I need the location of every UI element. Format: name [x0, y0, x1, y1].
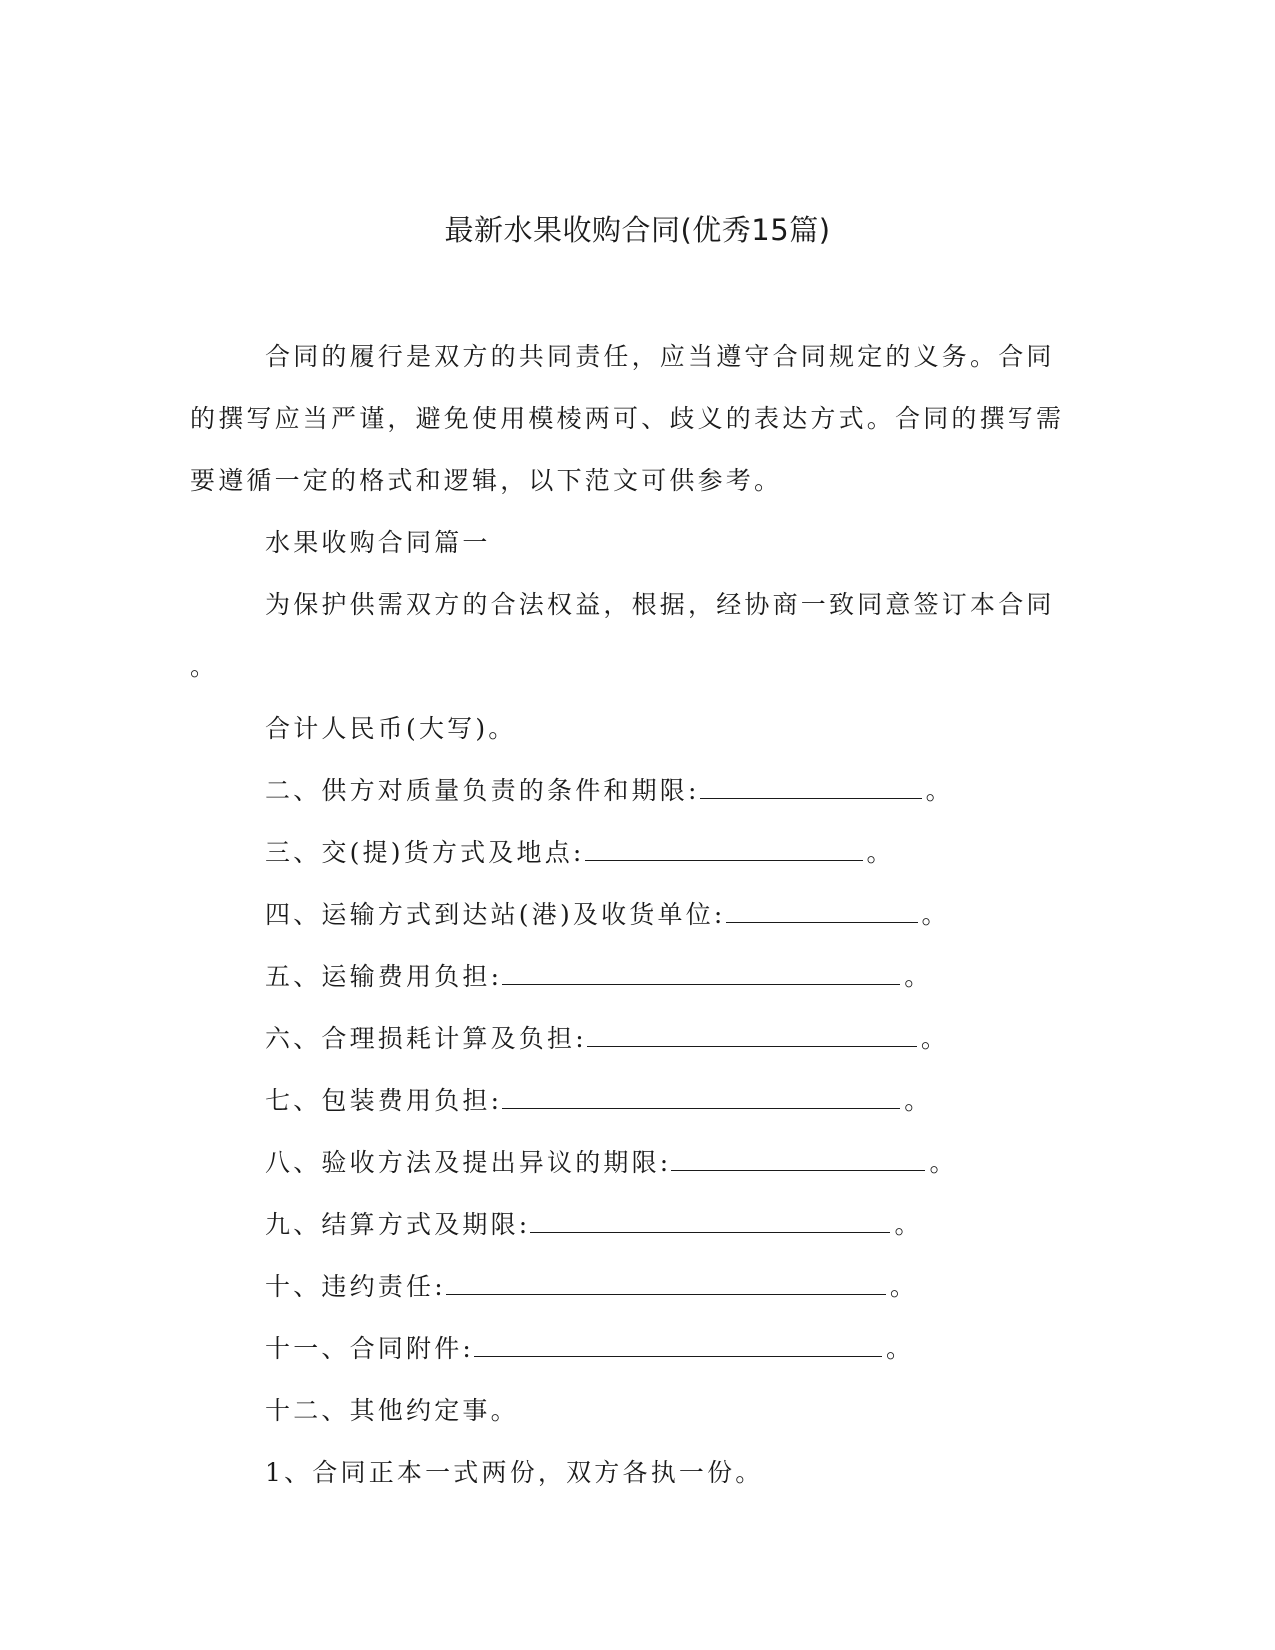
fill-blank: [700, 776, 922, 799]
clause-end: 。: [921, 900, 950, 929]
fill-blank: [502, 962, 900, 985]
clause-packaging: [190, 1070, 1070, 1132]
clause-end: 。: [925, 776, 954, 805]
clause-label: 八、验收方法及提出异议的期限:: [265, 1148, 672, 1177]
clause-loss: [190, 1008, 1070, 1070]
clause-end: 。: [904, 1086, 933, 1115]
clause-end: 。: [904, 962, 933, 991]
clause-other: 十二、其他约定事。: [265, 1396, 519, 1425]
clause-end: 。: [920, 1024, 950, 1053]
fill-blank: [530, 1210, 890, 1233]
clause-label: 十一、合同附件:: [265, 1334, 475, 1363]
clause-delivery: [190, 822, 1070, 884]
clause-label: 四、运输方式到达站(港)及收货单位:: [265, 900, 726, 929]
clause-end: 。: [889, 1272, 919, 1301]
total-line: 合计人民币(大写)。: [265, 714, 517, 743]
clause-acceptance: [190, 1132, 1070, 1194]
fill-blank: [587, 1024, 917, 1047]
clause-label: 六、合理损耗计算及负担:: [265, 1024, 587, 1053]
document-title: 最新水果收购合同(优秀15篇): [444, 213, 831, 247]
clause-label: 十、违约责任:: [265, 1272, 446, 1301]
clause-label: 三、交(提)货方式及地点:: [265, 838, 585, 867]
clause-label: 七、包装费用负担:: [265, 1086, 503, 1115]
preamble-line: 为保护供需双方的合法权益，根据，经协商一致同意签订本合同: [265, 590, 1055, 619]
intro-paragraph: 合同的履行是双方的共同责任，应当遵守合同规定的义务。合同的撰写应当严谨，避免使用模棱两可、歧义的表达方式。合同的撰写需要遵循一定的格式和逻辑，以下范文可供参考。: [190, 342, 1065, 495]
clause-transport: [190, 884, 1070, 946]
clause-end: 。: [894, 1210, 923, 1239]
clause-end: 。: [929, 1148, 958, 1177]
clause-label: 五、运输费用负担:: [265, 962, 503, 991]
clause-label: 二、供方对质量负责的条件和期限:: [265, 776, 700, 805]
clause-end: 。: [886, 1334, 915, 1363]
clause-settlement: [190, 1194, 1070, 1256]
fill-blank: [726, 900, 918, 923]
section-heading: 水果收购合同篇一: [265, 528, 491, 557]
document-body: [190, 326, 1070, 1504]
clause-label: 九、结算方式及期限:: [265, 1210, 531, 1239]
clause-end: 。: [866, 838, 895, 867]
fill-blank: [474, 1334, 882, 1357]
fill-blank: [502, 1086, 900, 1109]
clause-attachments: [190, 1318, 1070, 1380]
fill-blank: [671, 1148, 925, 1171]
preamble-end: 。: [190, 652, 219, 681]
clause-quality: [190, 760, 1070, 822]
item-copies: 1、合同正本一式两份，双方各执一份。: [265, 1458, 764, 1487]
fill-blank: [446, 1272, 886, 1295]
clause-transport-cost: [190, 946, 1070, 1008]
fill-blank: [585, 838, 863, 861]
clause-breach: [190, 1256, 1070, 1318]
